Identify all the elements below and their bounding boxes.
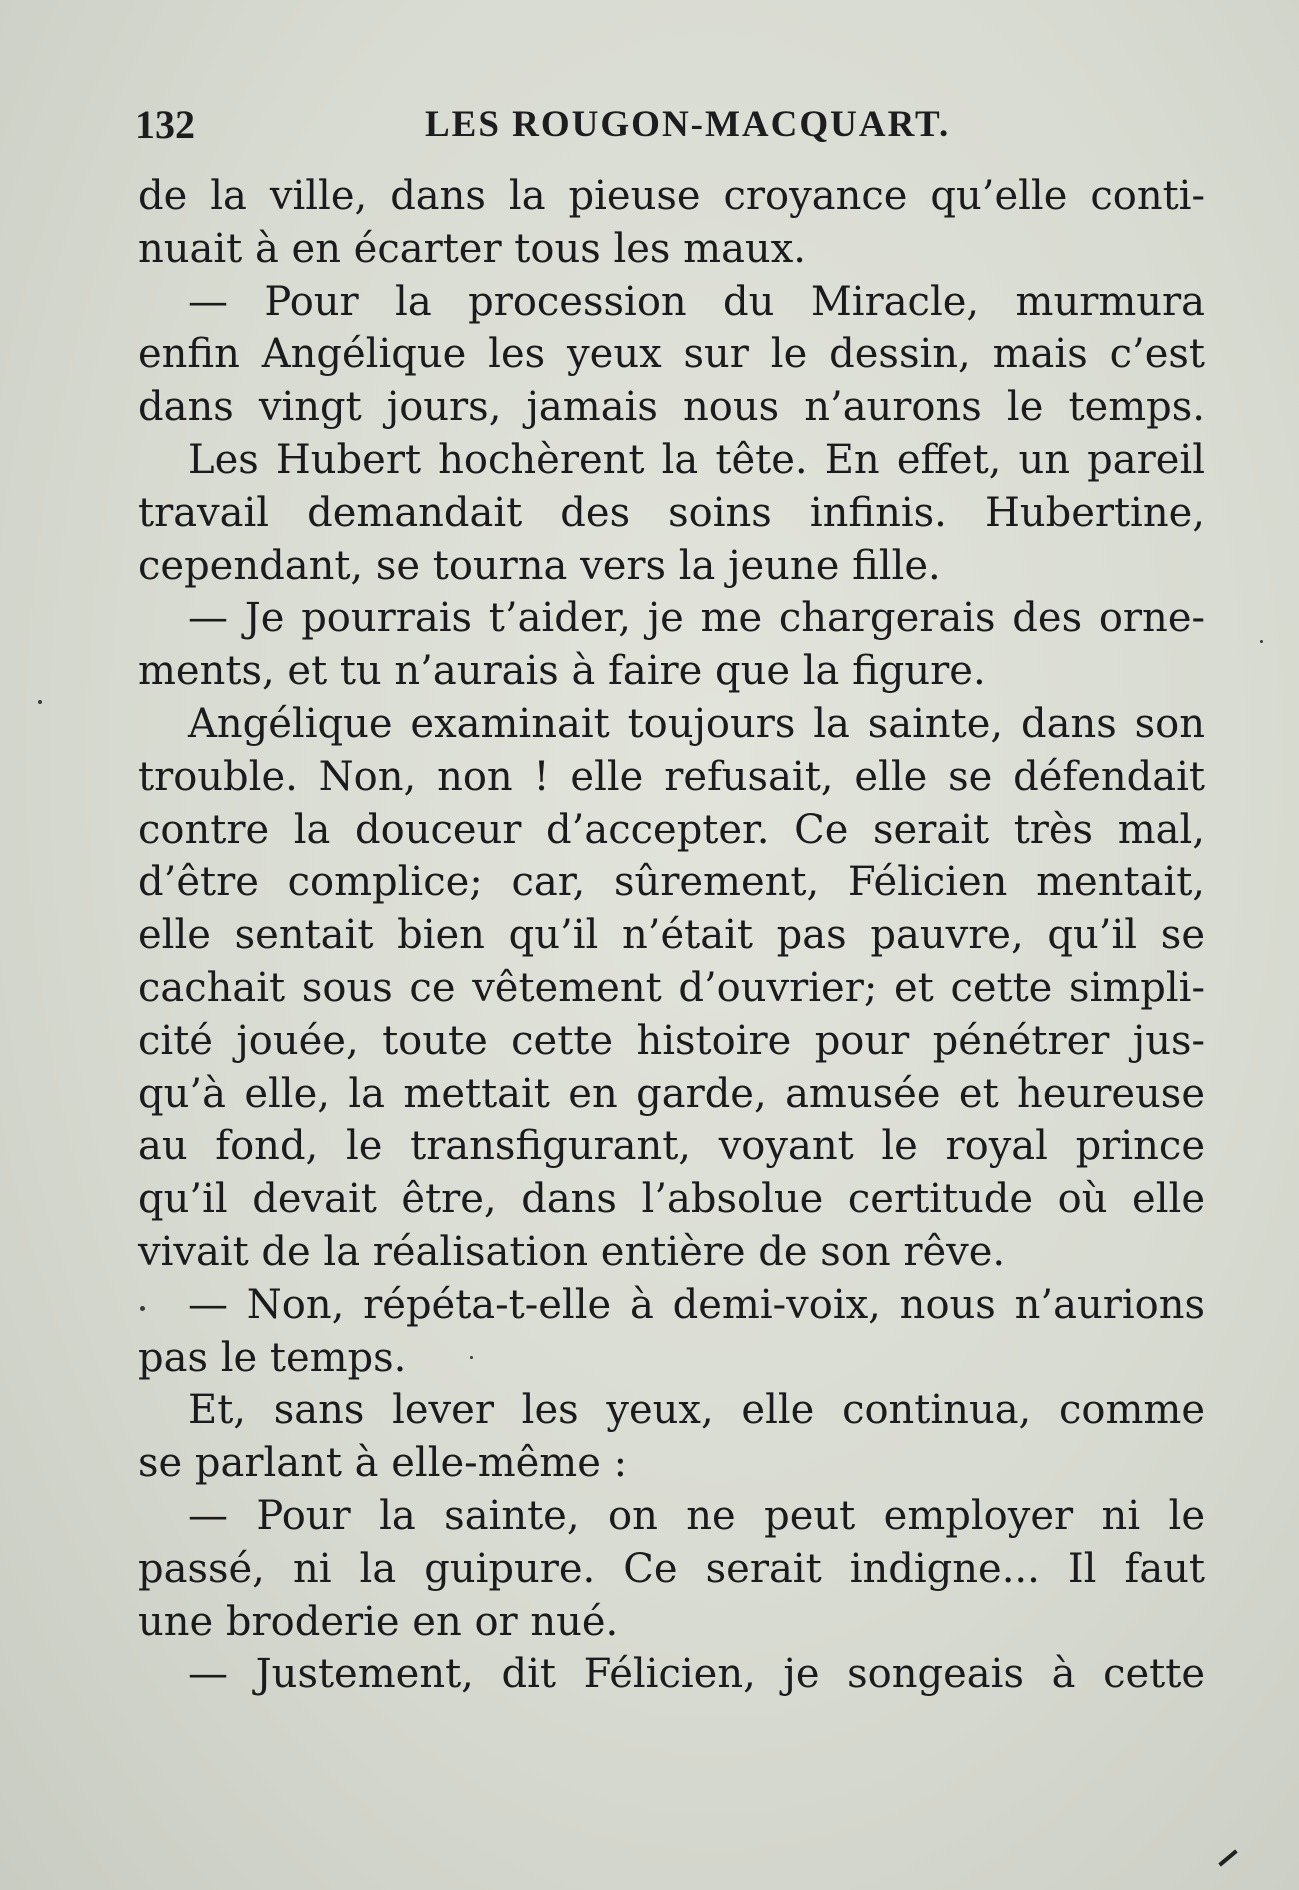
text-line: d’être complice; car, sûrement, Félicien mentait, [138,859,1205,906]
paper-speck [38,700,42,704]
text-line: enfin Angélique les yeux sur le dessin, mais c’est [138,331,1205,378]
text-line: cachait sous ce vêtement d’ouvrier; et cette simpli- [138,964,1205,1011]
text-line: contre la douceur d’accepter. Ce serait très mal, [138,806,1205,853]
text-line: cité jouée, toute cette histoire pour pénétrer jus- [138,1017,1205,1064]
text-line: Les Hubert hochèrent la tête. En effet, un pareil [188,436,1205,483]
text-line: — Pour la procession du Miracle, murmura [188,278,1205,325]
paper-speck [1260,640,1263,643]
text-line: — Pour la sainte, on ne peut employer ni le [188,1492,1205,1539]
text-line: trouble. Non, non ! elle refusait, elle se défendait [138,753,1205,800]
text-line: — Je pourrais t’aider, je me chargerais des orne- [188,595,1205,642]
text-line: une broderie en or nué. [138,1598,619,1645]
running-title: LES ROUGON-MACQUART. [425,104,951,145]
text-line: travail demandait des soins infinis. Hubertine, [138,489,1205,536]
paper-speck [470,1356,473,1359]
text-line: qu’à elle, la mettait en garde, amusée et heureuse [138,1070,1205,1117]
text-line: au fond, le transfigurant, voyant le royal prince [138,1123,1205,1170]
text-line: qu’il devait être, dans l’absolue certitude où elle [138,1176,1205,1223]
text-line: Angélique examinait toujours la sainte, dans son [188,700,1205,747]
paper-mark [1218,1849,1237,1866]
text-line: se parlant à elle-même : [138,1440,628,1487]
text-line: passé, ni la guipure. Ce serait indigne... Il faut [138,1545,1205,1592]
text-line: vivait de la réalisation entière de son rêve. [138,1228,1006,1275]
text-line: — Non, répéta-t-elle à demi-voix, nous n’aurions [188,1281,1205,1328]
body-text [138,170,1205,1701]
text-line: pas le temps. [138,1334,407,1381]
page-number: 132 [135,102,195,147]
page-header [135,100,1205,150]
text-line: cependant, se tourna vers la jeune fille. [138,542,941,589]
text-line: ments, et tu n’aurais à faire que la figure. [138,648,986,695]
text-line: de la ville, dans la pieuse croyance qu’elle conti- [138,173,1205,219]
text-line: — Justement, dit Félicien, je songeais à cette [188,1651,1205,1698]
paper-speck [140,1306,145,1311]
text-line: Et, sans lever les yeux, elle continua, comme [188,1387,1205,1434]
text-line: elle sentait bien qu’il n’était pas pauvre, qu’il se [138,912,1205,959]
text-line: nuait à en écarter tous les maux. [138,225,806,272]
text-line: dans vingt jours, jamais nous n’aurons le temps. [138,384,1205,431]
